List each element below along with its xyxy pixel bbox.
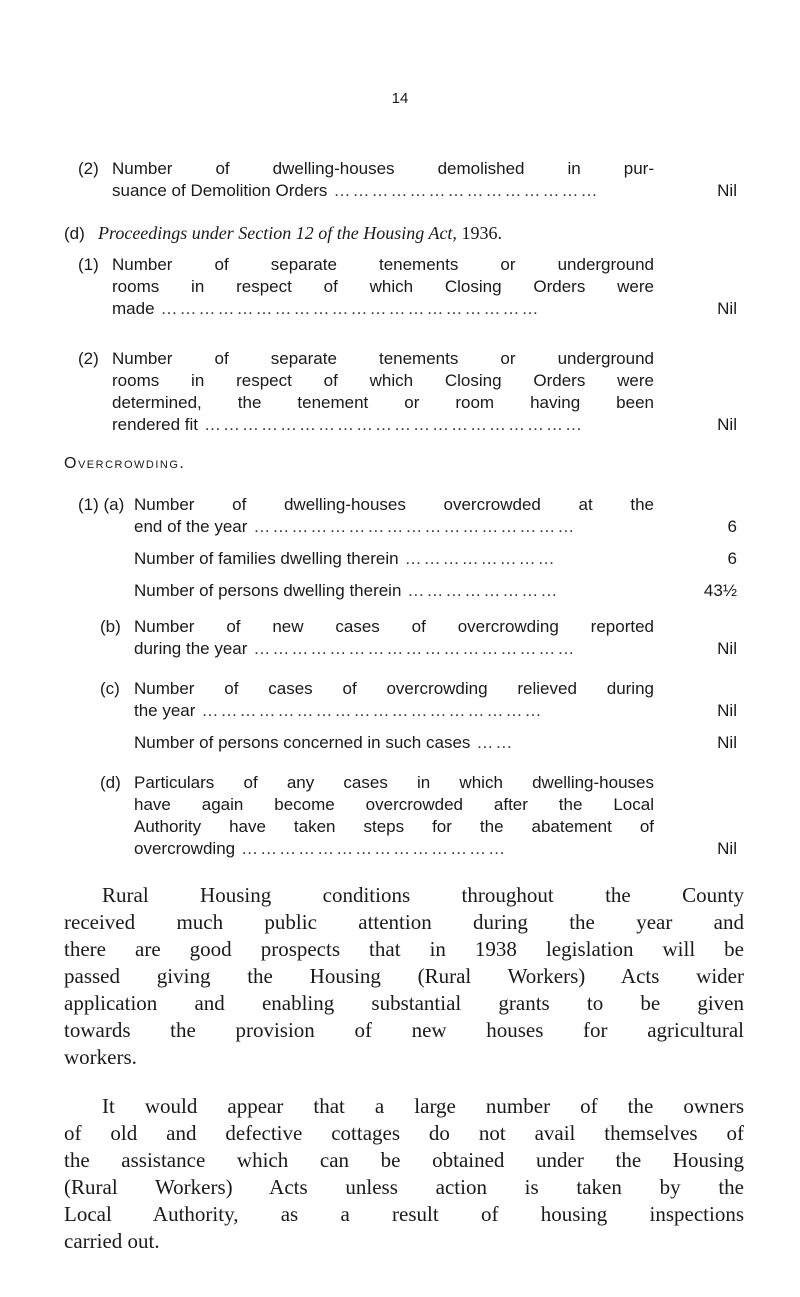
rural-housing-paragraph bbox=[64, 882, 744, 1071]
entry-line: suance of Demolition Orders bbox=[112, 181, 328, 200]
item-marker: (1) bbox=[78, 255, 99, 274]
entry-line: Number of separate tenements or underground bbox=[112, 349, 654, 368]
paragraph-line: application and enabling substantial grants to be given bbox=[64, 991, 744, 1015]
paragraph-line: carried out. bbox=[64, 1229, 160, 1253]
entry-value: Nil bbox=[717, 839, 737, 858]
item-marker: (2) bbox=[78, 349, 99, 368]
paragraph-line: there are good prospects that in 1938 legislation will be bbox=[64, 937, 744, 961]
entry-line: rendered fit bbox=[112, 415, 198, 434]
entry-line: overcrowding bbox=[134, 839, 236, 858]
item-marker: (b) bbox=[100, 617, 121, 636]
sub-entry-label: Number of persons concerned in such cases bbox=[134, 733, 471, 752]
entry-line: during the year bbox=[134, 639, 248, 658]
entry-value: Nil bbox=[717, 639, 737, 658]
entry-line: Number of dwelling-houses demolished in pur- bbox=[112, 159, 654, 178]
entry-line: Number of cases of overcrowding relieved during bbox=[134, 679, 654, 698]
entry-value: Nil bbox=[717, 701, 737, 720]
new-overcrowding-entry: Number of new cases of overcrowding reported during the year …………………………………………… Nil bbox=[134, 617, 737, 658]
closing-orders-made-entry: Number of separate tenements or underground rooms in respect of which Closing Orders were made …………………………………………………… Nil bbox=[112, 255, 737, 318]
sub-entry-value: 43½ bbox=[703, 581, 737, 600]
item-marker: (2) bbox=[78, 159, 99, 178]
paragraph-line: workers. bbox=[64, 1045, 137, 1069]
owners-paragraph bbox=[64, 1093, 744, 1255]
item-marker: (1) (a) bbox=[78, 495, 125, 514]
sub-entry-value: 6 bbox=[727, 549, 737, 568]
entry-value: Nil bbox=[717, 415, 737, 434]
entry-line: Authority have taken steps for the abatement of bbox=[134, 817, 654, 836]
page-number: 14 bbox=[391, 90, 409, 107]
paragraph-line: It would appear that a large number of the owners bbox=[102, 1094, 744, 1118]
sub-entry-value: Nil bbox=[717, 733, 737, 752]
entry-value: Nil bbox=[717, 299, 737, 318]
entry-line: made bbox=[112, 299, 155, 318]
section-title: Proceedings under Section 12 of the Housing Act, bbox=[98, 223, 457, 243]
entry-line: Number of separate tenements or underground bbox=[112, 255, 654, 274]
section-marker: (d) bbox=[64, 224, 85, 243]
entry-line: rooms in respect of which Closing Orders were bbox=[112, 277, 654, 296]
entry-value: 6 bbox=[727, 517, 737, 536]
item-marker: (d) bbox=[100, 773, 121, 792]
entry-line: have again become overcrowded after the Local bbox=[134, 795, 654, 814]
entry-line: Number of new cases of overcrowding reported bbox=[134, 617, 654, 636]
entry-line: Number of dwelling-houses overcrowded at the bbox=[134, 495, 654, 514]
overcrowded-houses-entry: Number of dwelling-houses overcrowded at the end of the year …………………………………………… 6 Number of families dwelling therein …………………… 6 Number of persons dwelling therein …………………… 43½ bbox=[134, 495, 737, 600]
overcrowding-heading: Overcrowding. bbox=[64, 455, 186, 472]
demolished-houses-entry: Number of dwelling-houses demolished in pur- suance of Demolition Orders …………………………………… Nil bbox=[112, 159, 737, 200]
entry-line: determined, the tenement or room having been bbox=[112, 393, 654, 412]
paragraph-line: (Rural Workers) Acts unless action is taken by the bbox=[64, 1175, 744, 1199]
sub-entry-label: Number of persons dwelling therein bbox=[134, 581, 402, 600]
paragraph-line: Local Authority, as a result of housing inspections bbox=[64, 1202, 744, 1226]
section-d-heading bbox=[98, 222, 502, 244]
entry-value: Nil bbox=[717, 181, 737, 200]
paragraph-line: received much public attention during the year and bbox=[64, 910, 744, 934]
entry-line: rooms in respect of which Closing Orders were bbox=[112, 371, 654, 390]
entry-line: Particulars of any cases in which dwelling-houses bbox=[134, 773, 654, 792]
paragraph-line: towards the provision of new houses for agricultural bbox=[64, 1018, 744, 1042]
sub-entry-label: Number of families dwelling therein bbox=[134, 549, 399, 568]
paragraph-line: the assistance which can be obtained under the Housing bbox=[64, 1148, 744, 1172]
entry-line: end of the year bbox=[134, 517, 248, 536]
relieved-overcrowding-entry: Number of cases of overcrowding relieved during the year ……………………………………………… Nil Number of persons concerned in such cases …… Nil bbox=[134, 679, 737, 752]
item-marker: (c) bbox=[100, 679, 120, 698]
closing-orders-determined-entry: Number of separate tenements or underground rooms in respect of which Closing Orders were determined, the tenement or room having been rendered fit …………………………………………………… Nil bbox=[112, 349, 737, 434]
paragraph-line: Rural Housing conditions throughout the County bbox=[102, 883, 744, 907]
paragraph-line: of old and defective cottages do not avail themselves of bbox=[64, 1121, 744, 1145]
section-year: 1936. bbox=[461, 223, 502, 243]
re-overcrowded-entry: Particulars of any cases in which dwelling-houses have again become overcrowded after the Local Authority have taken steps for the abatement of overcrowding …………………………………… Nil bbox=[134, 773, 737, 858]
entry-line: the year bbox=[134, 701, 196, 720]
paragraph-line: passed giving the Housing (Rural Workers) Acts wider bbox=[64, 964, 744, 988]
